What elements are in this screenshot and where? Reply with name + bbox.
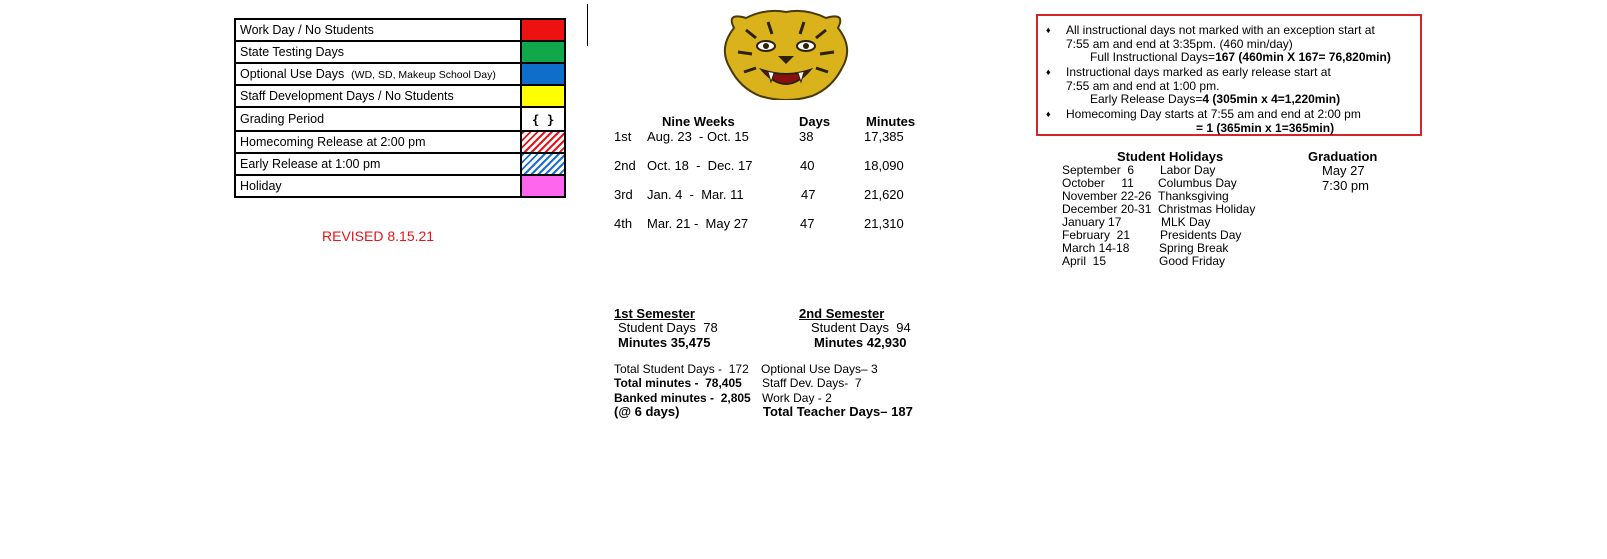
legend-label — [235, 63, 521, 85]
instructional-info-box — [1036, 14, 1422, 136]
legend-note: (WD, SD, Makeup School Day) — [351, 69, 496, 81]
holiday-date: March 14-18 — [1062, 241, 1130, 255]
legend-label — [235, 19, 521, 41]
period-days: 40 — [800, 158, 815, 173]
first-semester-minutes: Minutes 35,475 — [618, 335, 711, 350]
period-days: 47 — [800, 216, 815, 231]
legend-label-text: Optional Use Days — [240, 67, 345, 81]
days-header: Days — [799, 114, 831, 129]
graduation-date: May 27 — [1322, 163, 1365, 178]
second-semester-minutes: Minutes 42,930 — [814, 335, 907, 350]
period-minutes: 21,310 — [864, 216, 904, 231]
second-semester-title: 2nd Semester — [799, 306, 885, 321]
holiday-date: October 11 — [1062, 176, 1134, 190]
legend-label-text: Work Day / No Students — [240, 23, 374, 37]
total-teacher-days: Total Teacher Days– 187 — [763, 404, 913, 419]
second-semester-days: Student Days 94 — [811, 320, 911, 335]
legend-row — [235, 19, 565, 41]
first-semester-title: 1st Semester — [614, 306, 695, 321]
legend-label — [235, 175, 521, 197]
legend-row — [235, 41, 565, 63]
period-days: 38 — [799, 129, 814, 144]
period-num: 2nd — [614, 158, 636, 173]
holiday-name: Good Friday — [1159, 254, 1226, 268]
holiday-name: Christmas Holiday — [1158, 202, 1256, 216]
info-text — [1090, 50, 1391, 64]
legend-label-text: Early Release at 1:00 pm — [240, 157, 381, 171]
legend-row — [235, 153, 565, 175]
holiday-name: MLK Day — [1161, 215, 1211, 229]
work-day-count: Work Day - 2 — [762, 391, 832, 405]
staff-dev-days: Staff Dev. Days- 7 — [762, 376, 862, 390]
legend-label — [235, 85, 521, 107]
graduation-title: Graduation — [1308, 149, 1378, 164]
nine-weeks-header: Nine Weeks — [662, 114, 735, 129]
banked-days: (@ 6 days) — [614, 404, 680, 419]
revised-note: REVISED 8.15.21 — [322, 228, 435, 244]
holiday-date: September 6 — [1062, 163, 1135, 177]
legend-row — [235, 85, 565, 107]
period-num: 3rd — [614, 187, 633, 202]
student-holidays-title: Student Holidays — [1117, 149, 1224, 164]
legend-row — [235, 63, 565, 85]
legend-row — [235, 107, 565, 131]
info-text-prefix: Early Release Days= — [1090, 92, 1203, 106]
period-minutes: 17,385 — [864, 129, 904, 144]
legend-swatch — [521, 63, 565, 85]
legend-label — [235, 131, 521, 153]
info-text: Instructional days marked as early release start at — [1066, 65, 1331, 79]
bracket-icon: { } — [521, 107, 565, 131]
info-text: Homecoming Day starts at 7:55 am and end at 2:00 pm — [1066, 107, 1361, 121]
period-range: Jan. 4 - Mar. 11 — [647, 187, 744, 202]
diamond-bullet-icon: ♦ — [1046, 109, 1051, 119]
legend-label-text: Grading Period — [240, 112, 325, 126]
info-text-prefix: Full Instructional Days= — [1090, 50, 1216, 64]
red-hatch-swatch — [521, 131, 565, 153]
holiday-date: January 17 — [1062, 215, 1122, 229]
period-num: 1st — [614, 129, 632, 144]
legend-label — [235, 153, 521, 175]
holiday-date: February 21 — [1062, 228, 1131, 242]
period-num: 4th — [614, 216, 633, 231]
total-student-days: Total Student Days - 172 — [614, 362, 749, 376]
graduation-time: 7:30 pm — [1322, 178, 1369, 193]
legend-row — [235, 175, 565, 197]
diamond-bullet-icon: ♦ — [1046, 25, 1051, 35]
holiday-date: April 15 — [1062, 254, 1107, 268]
total-minutes: Total minutes - 78,405 — [614, 376, 742, 390]
legend-swatch — [521, 41, 565, 63]
blue-hatch-swatch — [521, 153, 565, 175]
info-text-bold: 4 (305min x 4=1,220min) — [1202, 92, 1341, 106]
legend-row — [235, 131, 565, 153]
legend-label-text: Homecoming Release at 2:00 pm — [240, 135, 426, 149]
info-text-bold: = 1 (365min x 1=365min) — [1196, 121, 1335, 135]
legend-label — [235, 107, 521, 131]
info-text — [1090, 92, 1340, 106]
holiday-date: December 20-31 — [1062, 202, 1152, 216]
divider-line — [587, 4, 588, 46]
optional-use-days: Optional Use Days– 3 — [761, 362, 878, 376]
info-text: 7:55 am and end at 1:00 pm. — [1066, 79, 1220, 93]
first-semester-days: Student Days 78 — [618, 320, 718, 335]
legend-label-text: Staff Development Days / No Students — [240, 89, 454, 103]
legend-label-text: State Testing Days — [240, 45, 344, 59]
period-minutes: 21,620 — [864, 187, 904, 202]
holiday-name: Labor Day — [1160, 163, 1216, 177]
holiday-name: Thanksgiving — [1158, 189, 1229, 203]
period-minutes: 18,090 — [864, 158, 904, 173]
legend-swatch — [521, 19, 565, 41]
period-range: Mar. 21 - May 27 — [647, 216, 749, 231]
info-text: 7:55 am and end at 3:35pm. (460 min/day) — [1066, 37, 1293, 51]
legend-swatch — [521, 175, 565, 197]
period-range: Aug. 23 - Oct. 15 — [647, 129, 749, 144]
legend-label-text: Holiday — [240, 179, 282, 193]
legend-table — [234, 18, 566, 198]
holiday-name: Spring Break — [1159, 241, 1229, 255]
legend-label — [235, 41, 521, 63]
diamond-bullet-icon: ♦ — [1046, 67, 1051, 77]
holiday-name: Columbus Day — [1158, 176, 1237, 190]
holiday-name: Presidents Day — [1160, 228, 1242, 242]
legend-swatch — [521, 85, 565, 107]
tiger-mascot-logo — [716, 8, 856, 100]
holiday-date: November 22-26 — [1062, 189, 1152, 203]
period-days: 47 — [801, 187, 816, 202]
info-text: All instructional days not marked with an exception start at — [1066, 23, 1375, 37]
minutes-header: Minutes — [866, 114, 916, 129]
period-range: Oct. 18 - Dec. 17 — [647, 158, 753, 173]
banked-minutes: Banked minutes - 2,805 — [614, 391, 751, 405]
info-text-bold: 167 (460min X 167= 76,820min) — [1215, 50, 1391, 64]
